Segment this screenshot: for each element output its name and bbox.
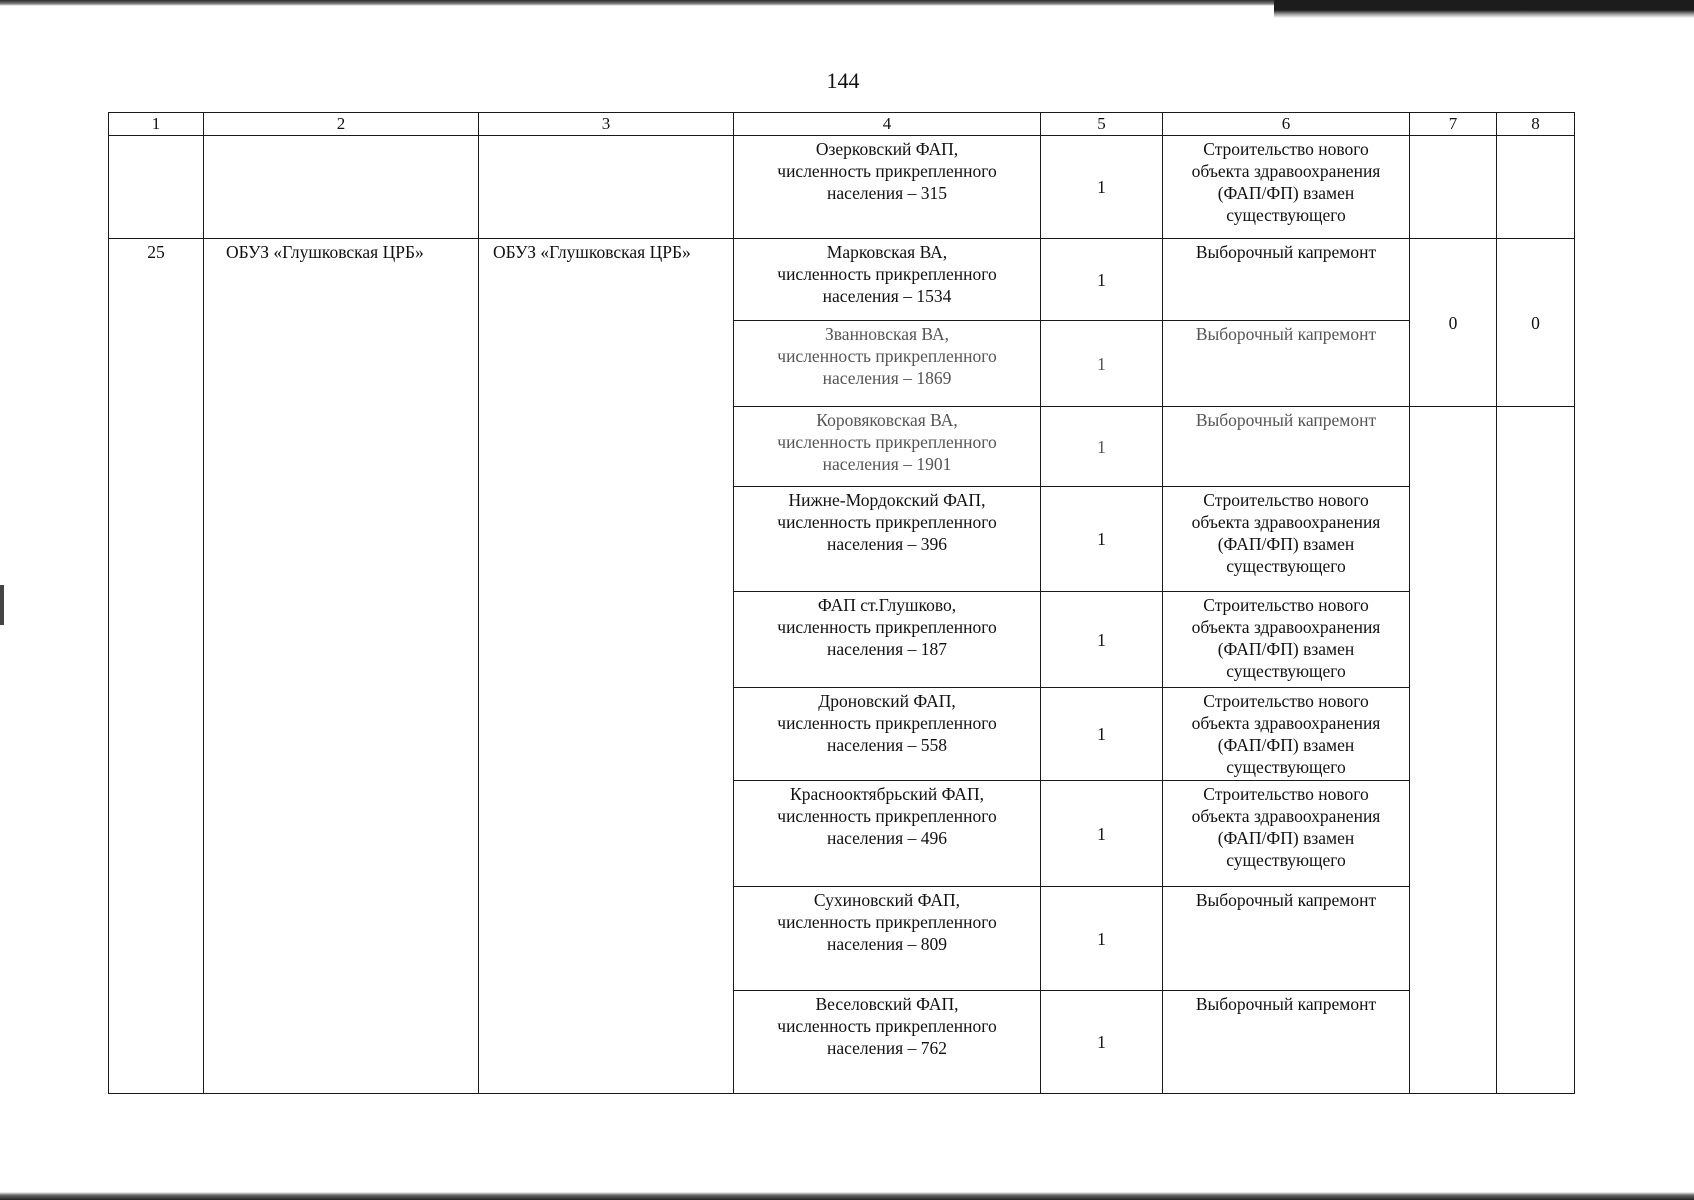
empty-cell <box>1410 407 1497 1094</box>
action-cell: Выборочный капремонт <box>1163 321 1410 407</box>
column-number-row <box>109 113 1575 136</box>
facility-cell: Сухиновский ФАП, численность прикрепленного населения – 809 <box>734 887 1041 991</box>
count-cell: 1 <box>1041 136 1163 239</box>
action-cell: Строительство нового объекта здравоохранения (ФАП/ФП) взамен существующего <box>1163 688 1410 781</box>
col8-value-cell: 0 <box>1497 239 1575 407</box>
row-number-cell: 25 <box>109 239 204 1094</box>
action-cell: Выборочный капремонт <box>1163 887 1410 991</box>
institution-cell: ОБУЗ «Глушковская ЦРБ» <box>479 239 734 1094</box>
facility-cell: Озерковский ФАП, численность прикрепленного населения – 315 <box>734 136 1041 239</box>
count-cell: 1 <box>1041 239 1163 321</box>
scan-edge-left-mark <box>0 585 4 625</box>
empty-cell <box>479 136 734 239</box>
column-number-cell: 2 <box>204 113 479 136</box>
count-cell: 1 <box>1041 688 1163 781</box>
col7-value-cell: 0 <box>1410 239 1497 407</box>
column-number-cell: 5 <box>1041 113 1163 136</box>
empty-cell <box>204 136 479 239</box>
data-table <box>108 112 1575 1094</box>
page-number: 144 <box>826 68 860 93</box>
facility-cell: Марковская ВА, численность прикрепленного населения – 1534 <box>734 239 1041 321</box>
column-number-cell: 1 <box>109 113 204 136</box>
column-number-cell: 6 <box>1163 113 1410 136</box>
count-cell: 1 <box>1041 781 1163 887</box>
action-cell: Строительство нового объекта здравоохранения (ФАП/ФП) взамен существующего <box>1163 781 1410 887</box>
count-cell: 1 <box>1041 321 1163 407</box>
empty-cell <box>1410 136 1497 239</box>
facility-cell: Дроновский ФАП, численность прикрепленного населения – 558 <box>734 688 1041 781</box>
facility-cell: Званновская ВА, численность прикрепленного населения – 1869 <box>734 321 1041 407</box>
scan-edge-top-right <box>1274 0 1694 18</box>
facility-cell: Коровяковская ВА, численность прикрепленного населения – 1901 <box>734 407 1041 487</box>
facility-cell: Нижне-Мордокский ФАП, численность прикрепленного населения – 396 <box>734 487 1041 592</box>
action-cell: Выборочный капремонт <box>1163 991 1410 1094</box>
action-cell: Строительство нового объекта здравоохранения (ФАП/ФП) взамен существующего <box>1163 487 1410 592</box>
facility-cell: ФАП ст.Глушково, численность прикрепленного населения – 187 <box>734 592 1041 688</box>
count-cell: 1 <box>1041 407 1163 487</box>
column-number-cell: 3 <box>479 113 734 136</box>
facility-cell: Краснооктябрьский ФАП, численность прикрепленного населения – 496 <box>734 781 1041 887</box>
column-number-cell: 8 <box>1497 113 1575 136</box>
empty-cell <box>1497 136 1575 239</box>
table-row <box>109 239 1575 321</box>
facility-cell: Веселовский ФАП, численность прикрепленного населения – 762 <box>734 991 1041 1094</box>
organization-cell: ОБУЗ «Глушковская ЦРБ» <box>204 239 479 1094</box>
action-cell: Выборочный капремонт <box>1163 407 1410 487</box>
action-cell: Строительство нового объекта здравоохранения (ФАП/ФП) взамен существующего <box>1163 592 1410 688</box>
empty-cell <box>109 136 204 239</box>
count-cell: 1 <box>1041 592 1163 688</box>
scan-edge-bottom <box>0 1192 1694 1200</box>
column-number-cell: 4 <box>734 113 1041 136</box>
empty-cell <box>1497 407 1575 1094</box>
count-cell: 1 <box>1041 887 1163 991</box>
column-number-cell: 7 <box>1410 113 1497 136</box>
action-cell: Выборочный капремонт <box>1163 239 1410 321</box>
count-cell: 1 <box>1041 991 1163 1094</box>
table-row-continuation <box>109 136 1575 239</box>
action-cell: Строительство нового объекта здравоохранения (ФАП/ФП) взамен существующего <box>1163 136 1410 239</box>
count-cell: 1 <box>1041 487 1163 592</box>
